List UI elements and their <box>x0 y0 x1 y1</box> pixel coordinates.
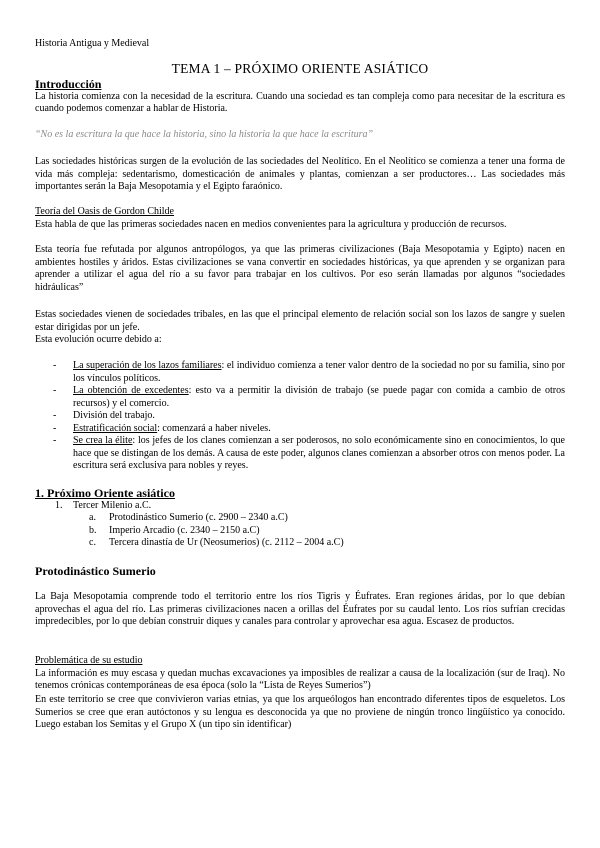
proto-heading: Protodinástico Sumerio <box>35 564 156 578</box>
oasis-paragraph-2: Esta teoría fue refutada por algunos antropólogos, ya que las primeras civilizaciones (Baja Mesopotamia y Egipto) nacen en ambientes hostiles y áridos. Estas civilizaciones se vana convertir en sociedades históricas, ya que aprenden y se organizan para aprender a utilizar el agua del río a su favor para trabajar en los cultivos. Por eso serán llamadas por algunos “sociedades hidráulicas” <box>35 244 565 293</box>
list-item-text: Tercera dinastía de Ur (Neosumerios) (c. 2112 – 2004 a.C) <box>109 537 344 548</box>
list-letter: c. <box>89 537 96 548</box>
section-1-heading: 1. Próximo Oriente asiático <box>35 486 175 500</box>
list-item-term: Se crea la élite <box>73 435 133 446</box>
list-number: 1. <box>55 499 63 511</box>
list-item-term: La obtención de excedentes <box>73 385 189 396</box>
list-item-text: División del trabajo. <box>73 410 155 421</box>
intro-paragraph-1: La historia comienza con la necesidad de la escritura. Cuando una sociedad es tan compleja como para necesitar de la escritura es cuando podemos comenzar a hablar de Historia. <box>35 90 565 114</box>
proto-paragraph-3-block <box>35 694 565 732</box>
page-title: TEMA 1 – PRÓXIMO ORIENTE ASIÁTICO <box>171 61 429 76</box>
oasis-paragraph-3-block <box>35 309 565 347</box>
list-item-text: : esto va a permitir la división de trabajo (se puede pagar con comida a cambio de otros recursos) y el comercio. <box>73 385 565 409</box>
page-header: Historia Antigua y Medieval <box>35 38 150 49</box>
oasis-paragraph-1: Esta habla de que las primeras sociedades nacen en medios convenientes para la agricultura y producción de recursos. <box>35 218 507 230</box>
proto-paragraph-1: La Baja Mesopotamia comprende todo el territorio entre los ríos Tigris y Éufrates. Eran regiones áridas, por lo que debían aprovechas el agua del río. Las primeras civilizaciones nacen a orillas del Éufrates por su caudal lento. Los ríos sufrían crecidas impredecibles, por lo que debían construir diques y canales para controlar y aprovechar esa agua. Escasez de productos. <box>35 591 565 627</box>
intro-section <box>35 78 565 116</box>
proto-paragraph-2: La información es muy escasa y quedan muchas excavaciones ya imposibles de realizar a causa de la localización (sur de Iraq). No tenemos crónicas contemporáneas de esa época (solo la “Lista de Reyes Sumerios”) <box>35 667 565 691</box>
oasis-section <box>35 206 565 231</box>
oasis-paragraph-3: Estas sociedades vienen de sociedades tribales, en las que el principal elemento de relación social son los lazos de sangre y suelen estar dirigidas por un jefe. <box>35 309 565 333</box>
oasis-paragraph-2-block <box>35 244 565 294</box>
list-letter: b. <box>89 524 97 536</box>
oasis-heading: Teoría del Oasis de Gordon Childe <box>35 206 174 217</box>
oasis-paragraph-4: Esta evolución ocurre debido a: <box>35 334 162 345</box>
ordered-list-item <box>35 500 565 513</box>
problem-section <box>35 655 565 693</box>
ordered-sublist-item <box>35 537 565 550</box>
proto-heading-block <box>35 565 565 578</box>
list-item-text: : comenzará a haber niveles. <box>157 422 271 434</box>
list-item-text: : los jefes de los clanes comienzan a ser poderosos, no solo económicamente sino en conocimientos, lo que hace que se distingan de los demás. A causa de este poder, algunos clanes comienzan a absorber otros con menos poder. La escritura será exclusiva para nobles y reyes. <box>73 435 565 471</box>
list-item <box>35 385 565 410</box>
intro-quote: “No es la escritura la que hace la historia, sino la historia la que hace la escritura” <box>35 129 374 140</box>
ordered-sublist-item <box>35 512 565 525</box>
list-item-text: : el individuo comienza a tener valor dentro de la sociedad no por su familia, sino por los vínculos políticos. <box>73 360 565 384</box>
proto-paragraph-3: En este territorio se cree que convivieron varias etnias, ya que los arqueólogos han encontrado diferentes tipos de esqueletos. Los Sumerios se cree que eran autóctonos y su lengua es desconocida ya que no proviene de ningún tronco lingüístico ya conocido. Luego estaban los Semitas y el Grupo X (un tipo sin identificar) <box>35 694 565 730</box>
list-item-text: Imperio Arcadio (c. 2340 – 2150 a.C) <box>109 524 260 536</box>
list-item-text: Protodinástico Sumerio (c. 2900 – 2340 a.C) <box>109 512 288 523</box>
list-item-term: La superación de los lazos familiares <box>73 360 222 371</box>
section-1 <box>35 487 565 550</box>
list-letter: a. <box>89 512 96 523</box>
list-item <box>35 423 565 436</box>
list-item-term: Estratificación social <box>73 422 158 434</box>
intro-paragraph-2-block <box>35 156 565 194</box>
list-item <box>35 410 565 423</box>
list-item <box>35 360 565 385</box>
evolution-list <box>35 360 565 473</box>
ordered-sublist-item <box>35 525 565 538</box>
intro-heading: Introducción <box>35 77 102 91</box>
list-item-text: Tercer Milenio a.C. <box>73 499 152 511</box>
list-item <box>35 435 565 473</box>
evolution-list-block <box>35 360 565 473</box>
problem-heading: Problemática de su estudio <box>35 655 143 666</box>
proto-paragraph-1-block <box>35 591 565 629</box>
intro-paragraph-2: Las sociedades históricas surgen de la evolución de las sociedades del Neolítico. En el Neolítico se comienza a tener una forma de vida más compleja: sedentarismo, domesticación de animales y plantas, comienzan a ser productores… Las sociedades más importantes serán la Baja Mesopotamia y el Egipto faraónico. <box>35 156 565 192</box>
intro-quote-block <box>35 129 565 142</box>
